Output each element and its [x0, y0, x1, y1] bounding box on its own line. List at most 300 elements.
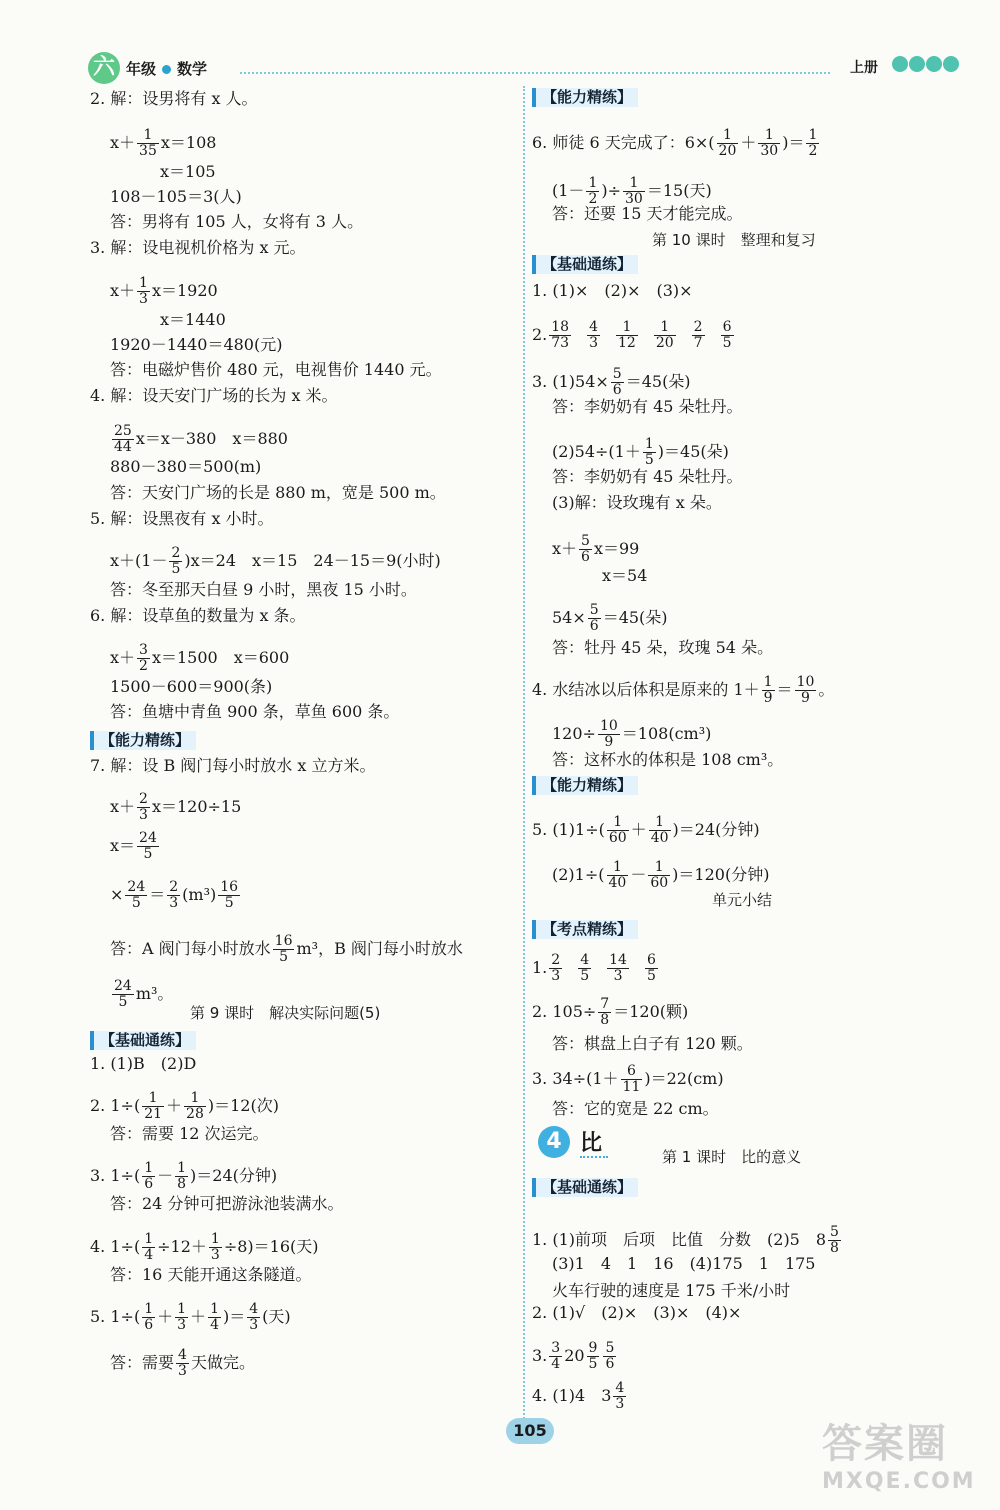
fraction — [549, 320, 571, 351]
fraction — [598, 719, 620, 750]
left-line — [90, 511, 274, 527]
fraction-numerator: 1 — [717, 128, 739, 144]
fraction — [603, 1341, 616, 1372]
fraction-denominator: 6 — [144, 1317, 154, 1333]
fraction-numerator: 18 — [551, 319, 570, 335]
text-segment: 20 — [564, 1346, 585, 1365]
right-line — [552, 176, 712, 207]
text-segment: x＝1500 x＝600 — [151, 648, 290, 667]
left-line — [110, 1348, 255, 1379]
fraction-denominator: 60 — [650, 875, 669, 891]
text-segment: x＝108 — [160, 133, 217, 152]
fraction-denominator: 73 — [551, 335, 570, 351]
text-segment: x＝x－380 x＝880 — [135, 429, 288, 448]
fraction-denominator: 5 — [279, 949, 289, 965]
fraction-denominator: 7 — [693, 335, 703, 351]
left-line — [90, 1232, 319, 1263]
fraction — [649, 815, 671, 846]
right-line — [552, 1283, 790, 1299]
left-line — [90, 388, 338, 404]
fraction-denominator: 3 — [139, 291, 148, 307]
fraction — [587, 320, 600, 351]
fraction — [586, 176, 599, 207]
text-segment: 1500－600＝900(条) — [110, 677, 273, 696]
text-segment: 火车行驶的速度是 175 千米/小时 — [552, 1281, 791, 1300]
fraction-numerator: 4 — [580, 952, 590, 968]
fraction-numerator: 1 — [142, 1091, 164, 1107]
text-segment: 答：需要 12 次运完。 — [110, 1124, 269, 1143]
fraction-numerator: 1 — [144, 1301, 154, 1317]
fraction-numerator: 1 — [648, 860, 670, 876]
text-segment: 天做完。 — [190, 1353, 255, 1372]
fraction-denominator: 5 — [171, 561, 181, 577]
fraction-denominator: 35 — [139, 143, 157, 159]
fraction-denominator: 5 — [644, 452, 654, 468]
text-segment: 答：这杯水的体积是 108 cm³。 — [552, 750, 784, 769]
fraction-denominator: 40 — [608, 875, 627, 891]
fraction-denominator: 20 — [655, 335, 674, 351]
section-tag: 【能力精练】 — [90, 731, 196, 750]
left-line — [110, 979, 173, 1010]
text-segment: 2. (1)√ (2)× (3)× (4)× — [532, 1303, 742, 1322]
text-segment: 答：天安门广场的长是 880 m，宽是 500 m。 — [110, 483, 446, 502]
text-segment: 2. — [532, 325, 548, 344]
right-line — [552, 752, 783, 768]
fraction — [758, 128, 780, 159]
fraction-numerator: 3 — [139, 642, 148, 658]
text-segment: 答：16 天能开通这条隧道。 — [110, 1265, 312, 1284]
section-tag: 【基础通练】 — [90, 1031, 196, 1050]
fraction-numerator: 10 — [796, 674, 815, 690]
fraction-denominator: 4 — [551, 1356, 561, 1372]
left-line — [110, 362, 442, 378]
text-segment: x＝105 — [160, 162, 216, 181]
fraction-denominator: 40 — [650, 830, 669, 846]
fraction-denominator: 3 — [589, 335, 599, 351]
text-segment: 6. 师徒 6 天完成了：6×( — [532, 133, 715, 152]
fraction — [598, 997, 611, 1028]
fraction — [125, 880, 147, 911]
text-segment: 5. (1)1÷( — [532, 820, 605, 839]
text-segment: ＝108(cm³) — [621, 724, 712, 743]
fraction-denominator: 2 — [139, 658, 148, 674]
text-segment: ＋ — [190, 1307, 207, 1326]
right-line — [532, 1225, 843, 1256]
text-segment: 2. 解：设男将有 x 人。 — [90, 89, 258, 108]
text-segment: )＝24(分钟) — [190, 1166, 278, 1185]
fraction — [587, 1341, 600, 1372]
fraction — [828, 1225, 841, 1256]
fraction — [806, 128, 819, 159]
fraction-denominator: 3 — [177, 1317, 187, 1333]
text-segment: 2. 105÷ — [532, 1002, 597, 1021]
fraction-numerator: 4 — [589, 319, 599, 335]
grade-label: 年级 — [126, 60, 157, 78]
fraction — [142, 1232, 155, 1263]
fraction-numerator: 5 — [612, 366, 622, 382]
fraction-numerator: 1 — [758, 128, 780, 144]
fraction-denominator: 21 — [144, 1106, 163, 1122]
text-segment: 答：男将有 105 人，女将有 3 人。 — [110, 212, 364, 231]
fraction — [607, 953, 629, 984]
fraction-numerator: 24 — [139, 830, 157, 846]
right-line — [532, 367, 691, 398]
fraction — [549, 953, 562, 984]
fraction-numerator: 1 — [177, 1301, 187, 1317]
fraction — [579, 534, 592, 565]
text-segment: x＝ — [110, 836, 136, 855]
right-line — [532, 920, 638, 939]
text-segment: )＝ — [782, 133, 805, 152]
fraction-numerator: 5 — [605, 1340, 615, 1356]
text-segment: ＋ — [630, 820, 647, 839]
fraction-denominator: 3 — [615, 1396, 625, 1412]
fraction-denominator: 44 — [114, 439, 132, 455]
text-segment: 2. 1÷( — [90, 1096, 141, 1115]
text-segment: ＋ — [157, 1307, 174, 1326]
fraction — [247, 1302, 260, 1333]
fraction — [137, 276, 150, 307]
fraction-numerator: 6 — [722, 319, 732, 335]
section-tag: 【考点精练】 — [532, 920, 638, 939]
fraction-denominator: 28 — [186, 1106, 204, 1122]
fraction-denominator: 5 — [580, 968, 590, 984]
fraction-denominator: 3 — [139, 807, 148, 823]
text-segment: x＋ — [110, 133, 136, 152]
text-segment: 1. (1)× (2)× (3)× — [532, 281, 693, 300]
fraction-numerator: 14 — [609, 952, 627, 968]
right-line — [532, 255, 638, 274]
text-segment: ＝ — [776, 680, 793, 699]
fraction — [209, 1232, 222, 1263]
left-line — [110, 337, 282, 353]
fraction — [692, 320, 705, 351]
lesson-title: 第 9 课时 解决实际问题(5) — [190, 1004, 381, 1022]
unit-title-underline — [580, 1156, 608, 1158]
fraction — [175, 1302, 188, 1333]
fraction-numerator: 1 — [144, 1160, 154, 1176]
text-segment: × — [110, 885, 124, 904]
fraction-numerator: 10 — [599, 718, 618, 734]
fraction-numerator: 2 — [139, 791, 148, 807]
fraction-denominator: 2 — [588, 191, 598, 207]
fraction-numerator: 16 — [220, 879, 239, 895]
text-segment: ＝ — [149, 885, 166, 904]
left-line — [190, 1005, 380, 1021]
right-line — [552, 399, 743, 415]
fraction-numerator: 2 — [169, 879, 179, 895]
right-line — [532, 88, 638, 107]
fraction-denominator: 6 — [144, 1176, 154, 1192]
fraction-denominator: 2 — [808, 143, 818, 159]
right-line — [532, 1178, 638, 1197]
right-line — [552, 1256, 816, 1272]
text-segment: x＋(1－ — [110, 551, 168, 570]
text-segment: m³，B 阀门每小时放水 — [296, 939, 463, 958]
right-line — [652, 232, 816, 248]
fraction — [273, 934, 295, 965]
page-number: 105 — [506, 1418, 554, 1444]
text-segment: ＝45(朵) — [602, 608, 668, 627]
fraction — [142, 1161, 155, 1192]
fraction-numerator: 2 — [551, 952, 561, 968]
right-line — [532, 1341, 618, 1372]
text-segment: 3. — [532, 1346, 548, 1365]
left-line — [110, 424, 288, 455]
watermark — [822, 1412, 976, 1494]
right-line — [552, 860, 769, 891]
text-segment: ＝15(天) — [646, 181, 712, 200]
text-segment: 答：它的宽是 22 cm。 — [552, 1099, 719, 1118]
fraction-numerator: 4 — [615, 1380, 625, 1396]
text-segment: 4. 1÷( — [90, 1237, 141, 1256]
left-line — [110, 643, 289, 674]
fraction-numerator: 1 — [808, 127, 818, 143]
text-segment: (3)解：设玫瑰有 x 朵。 — [552, 493, 722, 512]
text-segment: 3. (1)54× — [532, 372, 609, 391]
fraction-numerator: 1 — [588, 175, 598, 191]
left-line — [110, 1267, 311, 1283]
text-segment: 。 — [818, 680, 835, 699]
fraction-numerator: 1 — [644, 436, 654, 452]
fraction-denominator: 3 — [613, 968, 623, 984]
fraction — [176, 1348, 189, 1379]
fraction — [623, 176, 645, 207]
fraction-numerator: 1 — [144, 1231, 154, 1247]
fraction-denominator: 5 — [722, 335, 732, 351]
text-segment: 答：还要 15 天才能完成。 — [552, 204, 743, 223]
text-segment: ＝45(朵) — [625, 372, 691, 391]
fraction-numerator: 1 — [763, 674, 773, 690]
text-segment: (1－ — [552, 181, 585, 200]
left-line — [110, 1196, 343, 1212]
section-tag: 【能力精练】 — [532, 88, 638, 107]
text-segment: ＝120(颗) — [613, 1002, 689, 1021]
left-line — [90, 1056, 196, 1072]
fraction — [112, 979, 134, 1010]
left-line — [90, 91, 258, 107]
right-line — [532, 1064, 724, 1095]
text-segment: 4. (1)4 3 — [532, 1386, 612, 1405]
text-segment: 5. 解：设黑夜有 x 小时。 — [90, 509, 274, 528]
text-segment: 答：鱼塘中青鱼 900 条，草鱼 600 条。 — [110, 702, 400, 721]
fraction-denominator: 3 — [178, 1363, 187, 1379]
fraction — [549, 1341, 562, 1372]
text-segment: )＝ — [222, 1307, 246, 1326]
fraction-denominator: 8 — [830, 1240, 839, 1256]
left-line — [90, 1302, 291, 1333]
text-segment: 54× — [552, 608, 586, 627]
fraction-numerator: 24 — [127, 879, 146, 895]
fraction — [137, 792, 150, 823]
fraction-numerator: 1 — [607, 815, 629, 831]
lesson-title: 第 1 课时 比的意义 — [662, 1148, 802, 1166]
text-segment: x＝120÷15 — [151, 797, 242, 816]
fraction — [137, 128, 159, 159]
fraction-numerator: 2 — [171, 545, 181, 561]
fraction-denominator: 6 — [581, 549, 590, 565]
right-line — [532, 675, 834, 706]
fraction-denominator: 5 — [224, 895, 234, 911]
text-segment: x＋ — [552, 539, 578, 558]
text-segment: x＝54 — [602, 566, 648, 585]
fraction-numerator: 5 — [581, 533, 590, 549]
fraction — [142, 1302, 155, 1333]
text-segment: 答：A 阀门每小时放水 — [110, 939, 271, 958]
text-segment: )＝24(分钟) — [672, 820, 760, 839]
right-line — [602, 568, 647, 584]
fraction-numerator: 25 — [114, 423, 132, 439]
fraction-denominator: 9 — [801, 690, 810, 706]
text-segment: ÷12＋ — [157, 1237, 207, 1256]
fraction-numerator: 4 — [249, 1301, 259, 1317]
fraction-numerator: 1 — [210, 1231, 220, 1247]
left-line — [90, 240, 306, 256]
fraction-denominator: 5 — [118, 994, 128, 1010]
right-line — [552, 603, 668, 634]
volume-label: 上册 — [850, 60, 878, 76]
text-segment: － — [157, 1166, 174, 1185]
grade-badge: 六 — [88, 52, 120, 84]
right-line — [532, 953, 660, 984]
fraction — [607, 860, 629, 891]
text-segment: m³。 — [135, 984, 174, 1003]
text-segment: 3. 解：设电视机价格为 x 元。 — [90, 238, 306, 257]
fraction-denominator: 5 — [143, 846, 153, 862]
text-segment: x＝1920 — [151, 281, 218, 300]
header-rule — [240, 72, 830, 74]
fraction — [717, 128, 739, 159]
fraction-numerator: 1 — [184, 1091, 206, 1107]
text-segment: ÷8)＝16(天) — [223, 1237, 319, 1256]
fraction — [208, 1302, 221, 1333]
dot-icon — [162, 65, 171, 74]
right-line — [532, 815, 760, 846]
text-segment: (3)1 4 1 16 (4)175 1 175 — [552, 1254, 816, 1273]
fraction — [654, 320, 676, 351]
left-line — [90, 731, 196, 750]
right-line — [552, 495, 722, 511]
text-segment: 6. 解：设草鱼的数量为 x 条。 — [90, 606, 306, 625]
right-line — [532, 776, 638, 795]
fraction-numerator: 1 — [210, 1301, 219, 1317]
fraction-numerator: 6 — [621, 1064, 643, 1080]
fraction — [218, 880, 240, 911]
right-line — [532, 320, 736, 351]
text-segment: 1. (1)前项 后项 比值 分数 (2)5 8 — [532, 1230, 827, 1249]
left-line — [160, 312, 226, 328]
fraction-numerator: 1 — [137, 128, 159, 144]
fraction-denominator: 8 — [177, 1176, 187, 1192]
text-segment: 120÷ — [552, 724, 596, 743]
text-segment: 答：牡丹 45 朵，玫瑰 54 朵。 — [552, 638, 774, 657]
fraction-numerator: 7 — [600, 996, 610, 1012]
left-line — [110, 679, 272, 695]
text-segment: x＋ — [110, 648, 136, 667]
left-line — [90, 1091, 279, 1122]
text-segment: ＋ — [740, 133, 757, 152]
left-line — [110, 582, 417, 598]
fraction — [621, 1064, 643, 1095]
fraction — [137, 643, 150, 674]
left-line — [110, 546, 441, 577]
fraction-denominator: 6 — [589, 618, 599, 634]
fraction — [795, 675, 817, 706]
fraction-denominator: 5 — [588, 1356, 598, 1372]
fraction — [643, 437, 656, 468]
fraction — [721, 320, 734, 351]
fraction — [578, 953, 591, 984]
unit-title: 比 — [580, 1131, 603, 1156]
fraction-denominator: 4 — [210, 1317, 219, 1333]
fraction-numerator: 1 — [654, 320, 676, 336]
page-header — [80, 50, 960, 84]
right-line — [532, 1305, 741, 1321]
fraction-numerator: 9 — [588, 1340, 598, 1356]
text-segment: 4. 水结冰以后体积是原来的 1＋ — [532, 680, 760, 699]
fraction-denominator: 3 — [169, 895, 179, 911]
left-line — [110, 189, 242, 205]
column-divider — [523, 86, 525, 1426]
left-line — [110, 459, 261, 475]
text-segment: x＝99 — [593, 539, 640, 558]
fraction-denominator: 3 — [249, 1317, 259, 1333]
lesson-title: 第 10 课时 整理和复习 — [652, 231, 816, 249]
right-line — [532, 997, 688, 1028]
watermark-line2: MXQE.COM — [822, 1469, 976, 1494]
fraction-numerator: 5 — [830, 1224, 839, 1240]
fraction-denominator: 5 — [131, 895, 141, 911]
text-segment: (m³) — [182, 885, 217, 904]
text-segment: )＝120(分钟) — [672, 865, 770, 884]
fraction-denominator: 20 — [718, 143, 737, 159]
left-line — [110, 880, 242, 911]
fraction — [137, 831, 159, 862]
fraction-numerator: 1 — [649, 815, 671, 831]
subject-label: 数学 — [177, 60, 208, 78]
text-segment: )＝22(cm) — [644, 1069, 724, 1088]
unit-number-badge: 4 — [538, 1126, 570, 1158]
text-segment: 880－380＝500(m) — [110, 457, 262, 476]
fraction — [607, 815, 629, 846]
fraction-numerator: 24 — [114, 978, 132, 994]
fraction — [112, 424, 134, 455]
right-line — [662, 1149, 801, 1165]
fraction-denominator: 9 — [763, 690, 773, 706]
fraction — [762, 675, 775, 706]
fraction-denominator: 8 — [600, 1012, 610, 1028]
right-line — [712, 892, 772, 908]
text-segment: )＝45(朵) — [657, 442, 729, 461]
left-line — [160, 164, 216, 180]
text-segment: 答：李奶奶有 45 朵牡丹。 — [552, 467, 743, 486]
left-line — [110, 704, 399, 720]
right-line — [552, 1101, 719, 1117]
fraction-denominator: 30 — [760, 143, 779, 159]
fraction-numerator: 1 — [139, 275, 148, 291]
fraction-denominator: 12 — [618, 335, 636, 351]
fraction-numerator: 6 — [646, 952, 656, 968]
right-line — [552, 469, 743, 485]
fraction-numerator: 3 — [551, 1340, 561, 1356]
fraction-numerator: 1 — [616, 320, 638, 336]
right-line — [552, 534, 639, 565]
text-segment: 答：电磁炉售价 480 元，电视售价 1440 元。 — [110, 360, 442, 379]
left-line — [110, 128, 216, 159]
decor-dots-icon — [892, 56, 960, 76]
fraction-denominator: 11 — [622, 1079, 641, 1095]
left-line — [110, 214, 363, 230]
